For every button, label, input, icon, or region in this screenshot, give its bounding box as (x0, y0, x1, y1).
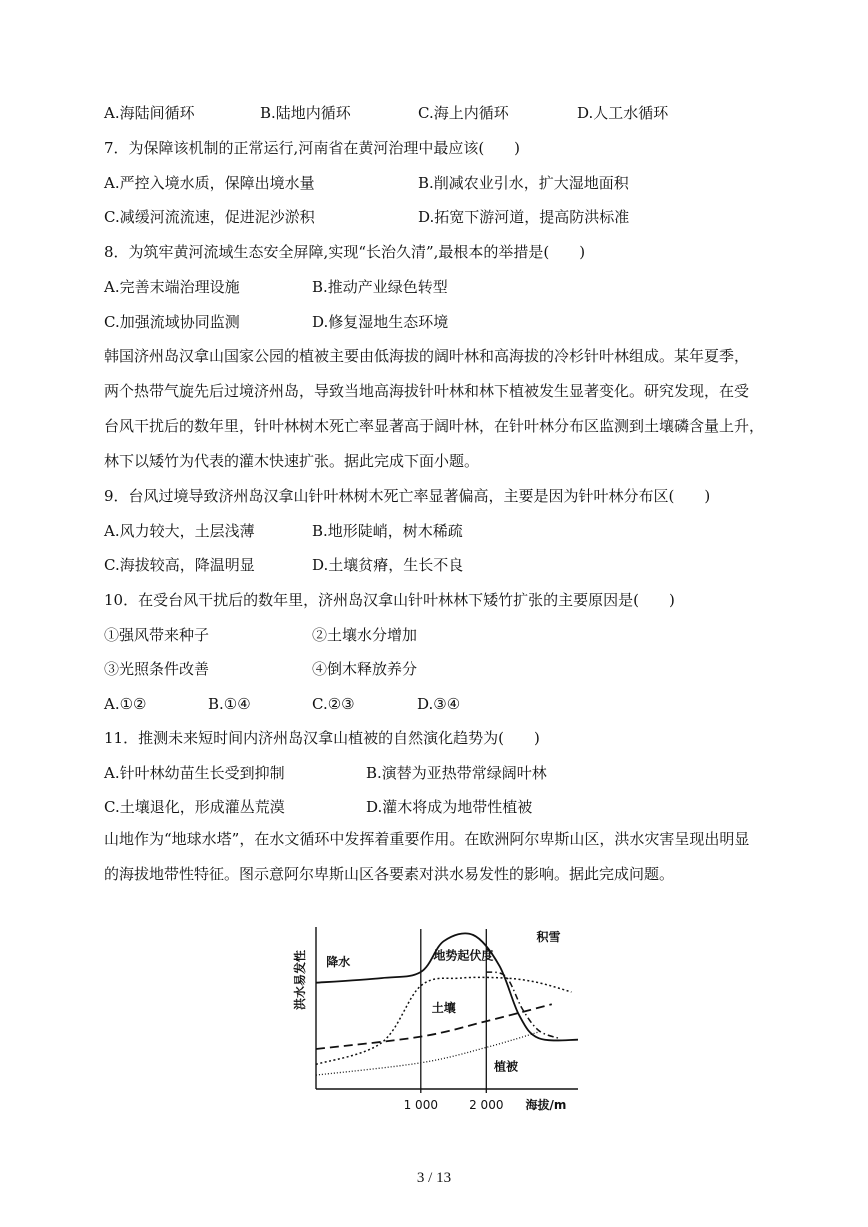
q11-option-d: D.灌木将成为地带性植被 (366, 798, 533, 816)
q7-option-d: D.拓宽下游河道，提高防洪标准 (418, 208, 630, 226)
q8-option-c: C.加强流域协同监测 (104, 313, 240, 331)
q11-option-c: C.土壤退化，形成灌丛荒漠 (104, 798, 285, 816)
q7-option-b: B.削减农业引水，扩大湿地面积 (418, 174, 629, 192)
q7-option-a: A.严控入境水质，保障出境水量 (104, 174, 315, 192)
q10-option-b: B.①④ (208, 695, 251, 713)
q9-option-a: A.风力较大，土层浅薄 (104, 522, 255, 540)
q10-option-a: A.①② (104, 695, 147, 713)
x-axis-label: 海拔/m (525, 1098, 567, 1112)
q9-stem: 9．台风过境导致济州岛汉拿山针叶林树木死亡率显著偏高，主要是因为针叶林分布区( ) (104, 487, 711, 505)
q8-option-a: A.完善末端治理设施 (104, 278, 240, 296)
q8-stem: 8．为筑牢黄河流域生态安全屏障,实现“长治久清”,最根本的举措是( ) (104, 243, 586, 261)
q7-option-c: C.减缓河流流速，促进泥沙淤积 (104, 208, 315, 226)
q6-option-a: A.海陆间循环 (104, 104, 195, 122)
passage-jeju-line: 台风干扰后的数年里，针叶林树木死亡率显著高于阔叶林，在针叶林分布区监测到土壤磷含量上升， (104, 417, 765, 435)
page-number: 3 / 13 (416, 1170, 452, 1186)
q10-statement-1: ①强风带来种子 (104, 626, 210, 644)
series-label-3: 土壤 (431, 1001, 456, 1015)
passage-jeju-line: 两个热带气旋先后过境济州岛，导致当地高海拔针叶林和林下植被发生显著变化。研究发现，在受 (104, 382, 750, 400)
q9-option-b: B.地形陡峭，树木稀疏 (312, 522, 463, 540)
series-label-2: 积雪 (536, 930, 561, 945)
q6-option-d: D.人工水循环 (577, 104, 669, 122)
x-tick-label: 1 000 (403, 1098, 438, 1112)
passage-alps-line: 的海拔地带性特征。图示意阿尔卑斯山区各要素对洪水易发性的影响。据此完成问题。 (104, 865, 675, 883)
q10-option-d: D.③④ (417, 695, 461, 713)
y-axis-label: 洪水易发性 (293, 949, 307, 1011)
q6-option-c: C.海上内循环 (418, 104, 509, 122)
q9-option-d: D.土壤贫瘠，生长不良 (312, 556, 464, 574)
q10-stem: 10．在受台风干扰后的数年里，济州岛汉拿山针叶林林下矮竹扩张的主要原因是( ) (104, 591, 675, 609)
q9-option-c: C.海拔较高，降温明显 (104, 556, 255, 574)
series-label-1: 地势起伏度 (433, 948, 494, 963)
series-label-0: 降水 (326, 954, 351, 969)
q6-option-b: B.陆地内循环 (260, 104, 351, 122)
passage-jeju (104, 339, 772, 479)
x-tick-label: 2 000 (469, 1098, 504, 1112)
q10-statement-3: ③光照条件改善 (104, 660, 210, 678)
q7-stem: 7．为保障该机制的正常运行,河南省在黄河治理中最应该( ) (104, 139, 521, 157)
passage-alps (104, 822, 772, 892)
chart-labels (326, 929, 560, 1073)
q11-option-a: A.针叶林幼苗生长受到抑制 (104, 764, 285, 782)
flood-susceptibility-chart (280, 915, 590, 1120)
passage-alps-line: 山地作为“地球水塔”，在水文循环中发挥着重要作用。在欧洲阿尔卑斯山区，洪水灾害呈现出明显 (104, 830, 750, 848)
q10-statement-2: ②土壤水分增加 (312, 626, 418, 644)
q11-stem: 11．推测未来短时间内济州岛汉拿山植被的自然演化趋势为( ) (104, 729, 540, 747)
passage-jeju-line: 韩国济州岛汉拿山国家公园的植被主要由低海拔的阔叶林和高海拔的冷杉针叶林组成。某年夏季， (104, 347, 750, 365)
passage-jeju-line: 林下以矮竹为代表的灌木快速扩张。据此完成下面小题。 (104, 452, 480, 470)
series-label-4: 植被 (493, 1059, 518, 1074)
q11-option-b: B.演替为亚热带常绿阔叶林 (366, 764, 547, 782)
series-line-2 (486, 972, 558, 1038)
q10-option-c: C.②③ (312, 695, 355, 713)
q10-statement-4: ④倒木释放养分 (312, 660, 418, 678)
q8-option-d: D.修复湿地生态环境 (312, 313, 449, 331)
series-line-1 (316, 977, 571, 1064)
q8-option-b: B.推动产业绿色转型 (312, 278, 448, 296)
